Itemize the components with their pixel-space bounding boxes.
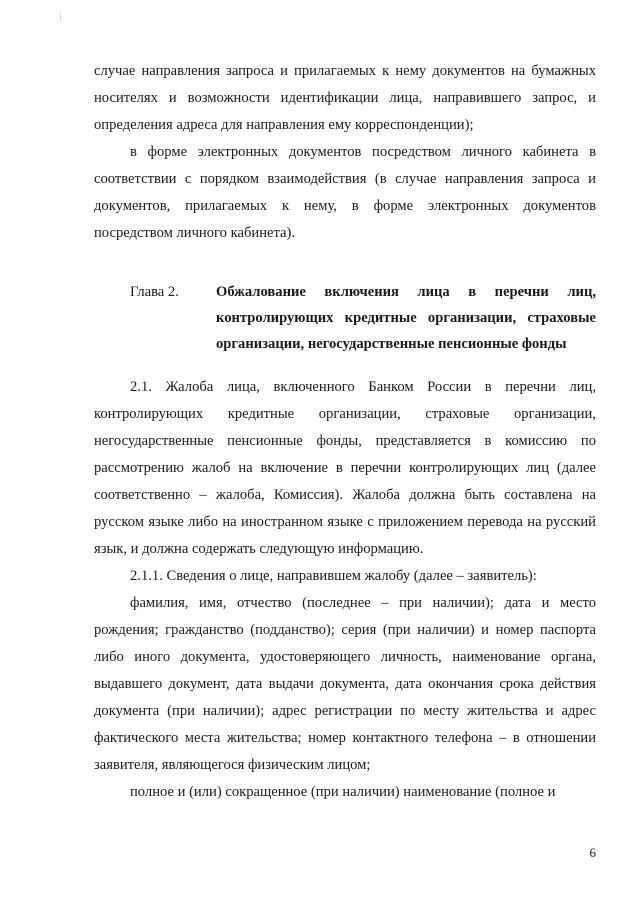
chapter-title: Обжалование включения лица в перечни лиц, контролирующих кредитные организации, страховые организации, негосударственные пенсионные фонды [216,284,596,352]
chapter-heading [94,279,596,357]
paragraph-electronic-form: в форме электронных документов посредством личного кабинета в соответствии с порядком взаимодействия (в случае направления запроса и документов, прилагаемых к нему, в форме электронных документов посредством личного кабинета). [94,144,596,241]
paragraph-continuation: случае направления запроса и прилагаемых к нему документов на бумажных носителях и возможности идентификации лица, направившего запрос, и определения адреса для направления ему корреспонденции); [94,63,596,133]
chapter-body [94,374,596,806]
chapter-number: Глава 2. [130,284,179,300]
page-number: 6 [589,845,596,860]
paragraph-2-1: 2.1. Жалоба лица, включенного Банком России в перечни лиц, контролирующих кредитные организации, страховые организации, негосударственные пенсионные фонды, представляется в комиссию по рассмотрению жалоб на включение в перечни контролирующих лиц (далее соответственно – жалоба, Комиссия). Жалоба должна быть составлена на русском языке либо на иностранном языке с приложением перевода на русский язык, и должна содержать следующую информацию. [94,379,596,557]
scan-artifact [60,12,61,22]
paragraph-individual-info: фамилия, имя, отчество (последнее – при наличии); дата и место рождения; гражданство (подданство); серия (при наличии) и номер паспорта либо иного документа, удостоверяющего личность, наименование органа, выдавшего документ, дата выдачи документа, дата окончания срока действия документа (при наличии); адрес регистрации по месту жительства и адрес фактического места жительства; номер контактного телефона – в отношении заявителя, являющегося физическим лицом; [94,595,596,773]
paragraph-legal-entity-info: полное и (или) сокращенное (при наличии) наименование (полное и [130,784,556,800]
intro-section [94,58,596,247]
paragraph-2-1-1: 2.1.1. Сведения о лице, направившем жалобу (далее – заявитель): [130,568,537,584]
